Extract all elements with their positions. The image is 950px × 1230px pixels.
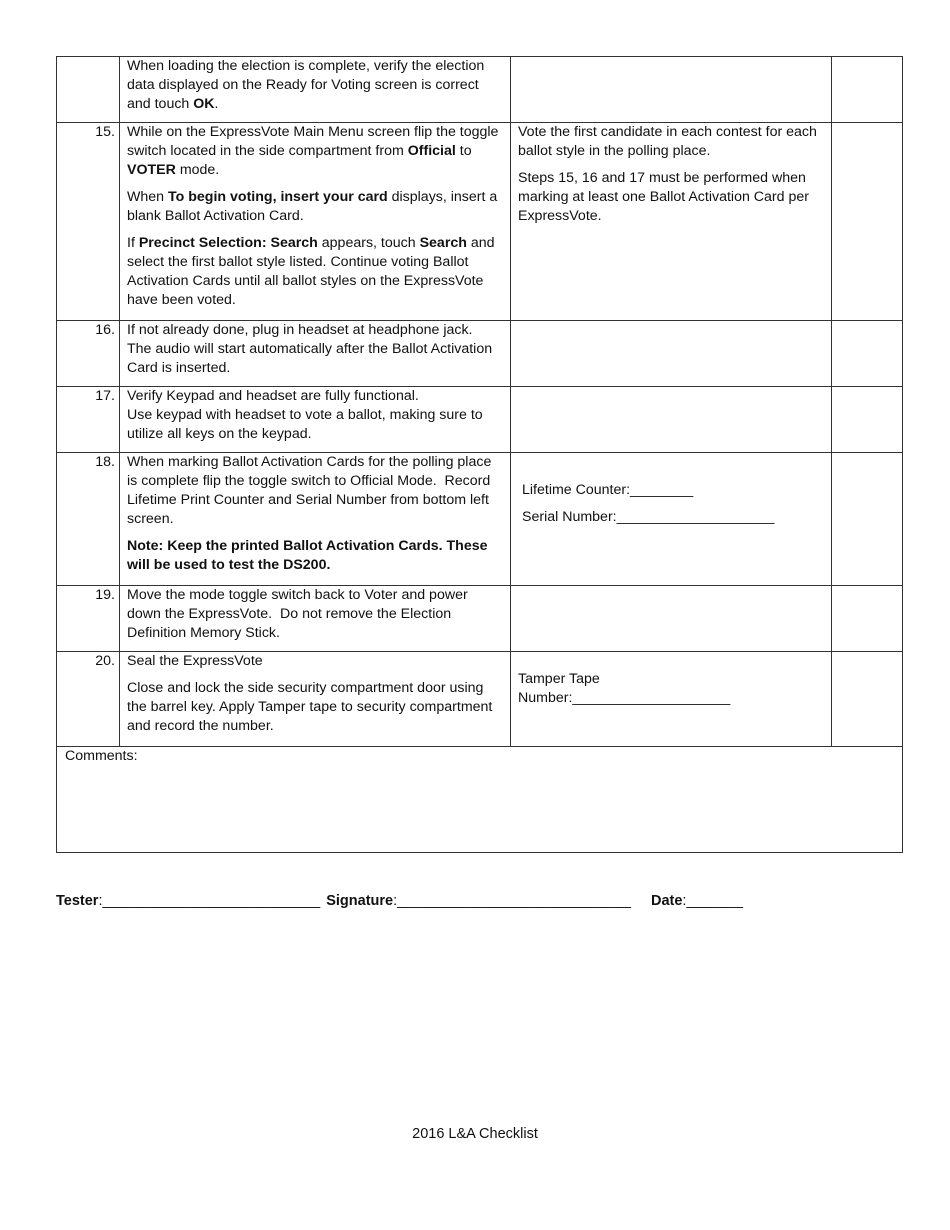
step-check-cell[interactable]: [832, 123, 903, 321]
step-instruction: Seal the ExpressVote Close and lock the side security compartment door using the barrel key. Apply Tamper tape to security compartment and record the number.: [120, 652, 511, 747]
step-check-cell[interactable]: [832, 321, 903, 387]
step-check-cell[interactable]: [832, 387, 903, 453]
step-notes[interactable]: Vote the first candidate in each contest for each ballot style in the polling place. Steps 15, 16 and 17 must be performed when marking at least one Ballot Activation Card per ExpressVote.: [511, 123, 832, 321]
step-check-cell[interactable]: [832, 586, 903, 652]
step-notes[interactable]: [511, 586, 832, 652]
checklist-row: [57, 387, 903, 453]
comments-cell[interactable]: [57, 747, 903, 853]
tester-label: Tester: [56, 893, 99, 909]
checklist-table: [56, 56, 903, 853]
tester-field[interactable]: :___________________________: [98, 893, 321, 909]
step-number: 18.: [57, 453, 120, 586]
signature-label: Signature: [326, 893, 394, 909]
step-notes[interactable]: Lifetime Counter:________ Serial Number:____________________: [511, 453, 832, 586]
step-notes[interactable]: Tamper Tape Number:____________________: [511, 652, 832, 747]
step-number: [57, 57, 120, 123]
step-check-cell[interactable]: [832, 453, 903, 586]
checklist-row: [57, 321, 903, 387]
checklist-row: [57, 57, 903, 123]
checklist-row: [57, 453, 903, 586]
step-number: 15.: [57, 123, 120, 321]
step-number: 17.: [57, 387, 120, 453]
step-notes[interactable]: [511, 57, 832, 123]
comments-row: [57, 747, 903, 853]
step-instruction: Move the mode toggle switch back to Voter and power down the ExpressVote. Do not remove the Election Definition Memory Stick.: [120, 586, 511, 652]
step-check-cell[interactable]: [832, 652, 903, 747]
page-footer: 2016 L&A Checklist: [412, 1126, 538, 1142]
signature-line: [56, 892, 916, 911]
checklist-row: [57, 586, 903, 652]
step-notes[interactable]: [511, 321, 832, 387]
comments-label: Comments:: [65, 748, 138, 764]
step-notes[interactable]: [511, 387, 832, 453]
step-instruction: When loading the election is complete, verify the election data displayed on the Ready for Voting screen is correct and touch OK.: [120, 57, 511, 123]
step-instruction: Verify Keypad and headset are fully functional. Use keypad with headset to vote a ballot, making sure to utilize all keys on the keypad.: [120, 387, 511, 453]
step-instruction: If not already done, plug in headset at headphone jack. The audio will start automatically after the Ballot Activation Card is inserted.: [120, 321, 511, 387]
step-number: 16.: [57, 321, 120, 387]
step-number: 19.: [57, 586, 120, 652]
checklist-row: [57, 123, 903, 321]
date-field[interactable]: :_______: [682, 893, 743, 909]
checklist-rows: [57, 57, 903, 747]
step-instruction: While on the ExpressVote Main Menu screen flip the toggle switch located in the side compartment from Official to VOTER mode. When To begin voting, insert your card displays, insert a blank Ballot Activation Card. If Precinct Selection: Search appears, touch Search and select the first ballot style listed. Continue voting Ballot Activation Cards until all ballot styles on the ExpressVote have been voted.: [120, 123, 511, 321]
checklist-row: [57, 652, 903, 747]
signature-field[interactable]: :_____________________________: [393, 893, 631, 909]
step-instruction: When marking Ballot Activation Cards for the polling place is complete flip the toggle switch to Official Mode. Record Lifetime Print Counter and Serial Number from bottom left screen. Note: Keep the printed Ballot Activation Cards. These will be used to test the DS200.: [120, 453, 511, 586]
step-check-cell[interactable]: [832, 57, 903, 123]
step-number: 20.: [57, 652, 120, 747]
date-label: Date: [650, 893, 683, 909]
